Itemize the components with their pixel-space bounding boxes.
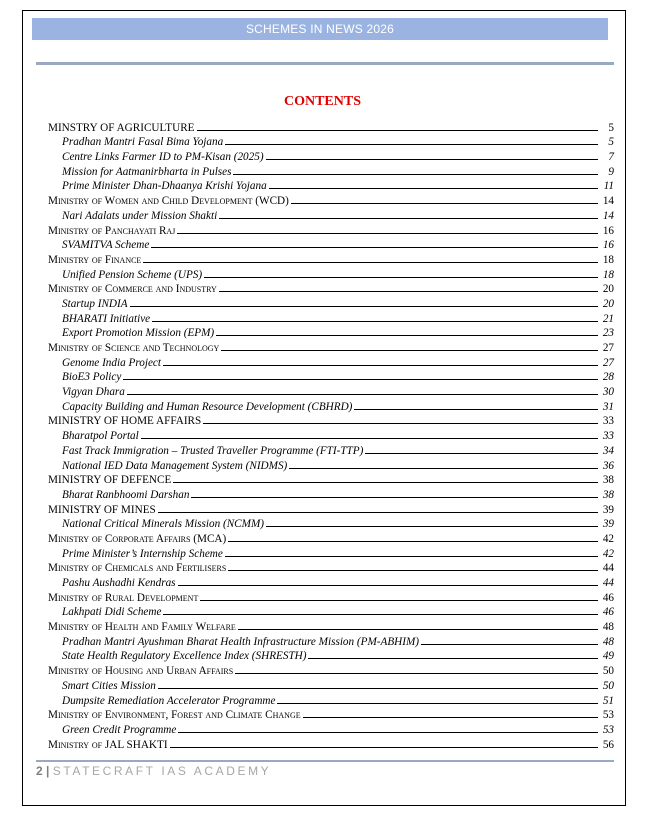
toc-entry-page: 42 <box>602 532 614 545</box>
toc-scheme-entry[interactable] <box>48 545 614 560</box>
toc-entry-label: Nari Adalats under Mission Shakti <box>62 209 218 222</box>
toc-scheme-entry[interactable] <box>48 648 614 663</box>
toc-leader-line <box>143 262 598 263</box>
toc-entry-page: 33 <box>602 415 614 428</box>
toc-entry-page: 9 <box>608 165 614 178</box>
toc-leader-line <box>170 747 598 748</box>
toc-entry-label: Vigyan Dhara <box>62 386 125 399</box>
toc-entry-page: 23 <box>602 327 614 340</box>
toc-entry-label: Ministry of Women and Child Development (WCD) <box>48 195 289 208</box>
toc-leader-line <box>266 159 598 160</box>
toc-entry-page: 48 <box>602 635 614 648</box>
toc-leader-line <box>158 512 598 513</box>
toc-entry-page: 5 <box>608 121 614 134</box>
toc-leader-line <box>354 409 598 410</box>
toc-entry-label: Ministry of Commerce and Industry <box>48 283 217 296</box>
toc-scheme-entry[interactable] <box>48 398 614 413</box>
toc-entry-label: Ministry of Corporate Affairs (MCA) <box>48 532 227 545</box>
toc-entry-page: 46 <box>602 606 614 619</box>
toc-entry-label: National Critical Minerals Mission (NCMM) <box>62 518 264 531</box>
toc-entry-label: Bharatpol Portal <box>62 430 139 443</box>
toc-entry-page: 20 <box>602 283 614 296</box>
toc-leader-line <box>219 218 598 219</box>
toc-scheme-entry[interactable] <box>48 207 614 222</box>
toc-entry-page: 38 <box>602 488 614 501</box>
toc-entry-label: Ministry of Housing and Urban Affairs <box>48 665 234 678</box>
toc-entry-page: 50 <box>602 665 614 678</box>
toc-entry-page: 34 <box>602 444 614 457</box>
toc-entry-page: 16 <box>602 239 614 252</box>
toc-scheme-entry[interactable] <box>48 178 614 193</box>
toc-entry-page: 20 <box>602 297 614 310</box>
toc-entry-label: SVAMITVA Scheme <box>62 239 150 252</box>
footer-page-number: 2 <box>36 764 43 778</box>
toc-ministry-entry[interactable] <box>48 589 614 604</box>
toc-ministry-entry[interactable] <box>48 281 614 296</box>
toc-entry-label: Pradhan Mantri Ayushman Bharat Health Infrastructure Mission (PM-ABHIM) <box>62 635 420 648</box>
toc-entry-page: 46 <box>602 591 614 604</box>
toc-leader-line <box>178 732 598 733</box>
toc-entry-page: 5 <box>608 136 614 149</box>
toc-entry-label: National IED Data Management System (NIDMS) <box>62 459 288 472</box>
toc-leader-line <box>177 233 598 234</box>
toc-entry-page: 21 <box>602 312 614 325</box>
toc-entry-page: 39 <box>602 518 614 531</box>
toc-leader-line <box>225 144 598 145</box>
toc-scheme-entry[interactable] <box>48 237 614 252</box>
toc-entry-page: 53 <box>602 709 614 722</box>
toc-entry-label: Ministry of JAL SHAKTI <box>48 738 168 751</box>
toc-scheme-entry[interactable] <box>48 310 614 325</box>
toc-leader-line <box>303 717 598 718</box>
toc-ministry-entry[interactable] <box>48 472 614 487</box>
toc-leader-line <box>225 556 598 557</box>
toc-entry-label: Ministry of Health and Family Welfare <box>48 621 236 634</box>
toc-leader-line <box>200 600 598 601</box>
toc-scheme-entry[interactable] <box>48 325 614 340</box>
toc-entry-page: 39 <box>602 503 614 516</box>
toc-entry-label: Ministry of Environment, Forest and Climate Change <box>48 709 301 722</box>
toc-scheme-entry[interactable] <box>48 486 614 501</box>
footer-rule <box>36 760 614 762</box>
toc-entry-page: 11 <box>603 180 614 193</box>
toc-entry-page: 14 <box>602 195 614 208</box>
toc-leader-line <box>203 423 598 424</box>
toc-scheme-entry[interactable] <box>48 369 614 384</box>
toc-entry-label: Ministry of Panchayati Raj <box>48 224 176 237</box>
toc-leader-line <box>308 658 598 659</box>
toc-entry-page: 50 <box>602 679 614 692</box>
header-title: SCHEMES IN NEWS 2026 <box>245 22 395 36</box>
toc-entry-page: 18 <box>602 253 614 266</box>
toc-leader-line <box>421 644 598 645</box>
toc-entry-page: 28 <box>602 371 614 384</box>
toc-entry-page: 38 <box>602 474 614 487</box>
toc-leader-line <box>191 497 598 498</box>
toc-leader-line <box>216 335 598 336</box>
toc-entry-label: Pradhan Mantri Fasal Bima Yojana <box>62 136 224 149</box>
toc-scheme-entry[interactable] <box>48 633 614 648</box>
toc-entry-label: Prime Minister Dhan-Dhaanya Krishi Yojana <box>62 180 267 193</box>
toc-scheme-entry[interactable] <box>48 516 614 531</box>
toc-scheme-entry[interactable] <box>48 383 614 398</box>
toc-entry-page: 51 <box>602 694 614 707</box>
toc-leader-line <box>163 365 598 366</box>
toc-ministry-entry[interactable] <box>48 736 614 751</box>
toc-leader-line <box>173 482 598 483</box>
toc-entry-page: 56 <box>602 738 614 751</box>
toc-entry-label: Genome India Project <box>62 356 161 369</box>
toc-leader-line <box>266 526 598 527</box>
toc-entry-label: Ministry of Chemicals and Fertilisers <box>48 562 227 575</box>
toc-entry-label: Centre Links Farmer ID to PM-Kisan (2025) <box>62 151 264 164</box>
toc-entry-label: Ministry of Science and Technology <box>48 342 220 354</box>
toc-entry-label: Prime Minister’s Internship Scheme <box>62 547 223 560</box>
toc-leader-line <box>127 394 598 395</box>
toc-entry-page: 18 <box>602 268 614 281</box>
toc-leader-line <box>228 570 598 571</box>
toc-ministry-entry[interactable] <box>48 192 614 207</box>
toc-entry-page: 27 <box>602 342 614 354</box>
toc-entry-page: 44 <box>602 577 614 589</box>
toc-entry-page: 16 <box>602 224 614 237</box>
toc-entry-label: Export Promotion Mission (EPM) <box>62 327 215 340</box>
toc-ministry-entry[interactable] <box>48 501 614 516</box>
toc-leader-line <box>269 188 598 189</box>
toc-entry-label: Ministry of Rural Development <box>48 591 199 604</box>
toc-leader-line <box>130 306 598 307</box>
toc-leader-line <box>158 688 598 689</box>
toc-entry-label: Dumpsite Remediation Accelerator Programme <box>62 694 276 707</box>
toc-entry-page: 31 <box>602 400 614 413</box>
toc-entry-label: MINISTRY OF HOME AFFAIRS <box>48 415 202 428</box>
toc-scheme-entry[interactable] <box>48 457 614 472</box>
toc-leader-line <box>235 673 598 674</box>
toc-entry-label: Pashu Aushadhi Kendras <box>62 577 176 589</box>
toc-entry-label: Smart Cities Mission <box>62 679 156 692</box>
toc-entry-label: Fast Track Immigration – Trusted Traveller Programme (FTI-TTP) <box>62 444 364 457</box>
contents-title: CONTENTS <box>283 94 362 109</box>
toc-ministry-entry[interactable] <box>48 251 614 266</box>
toc-entry-page: 53 <box>602 723 614 736</box>
toc-ministry-entry[interactable] <box>48 707 614 722</box>
toc-scheme-entry[interactable] <box>48 427 614 442</box>
toc-entry-label: MINSTRY OF AGRICULTURE <box>48 121 195 134</box>
header-band <box>32 18 608 40</box>
toc-ministry-entry[interactable] <box>48 530 614 545</box>
toc-scheme-entry[interactable] <box>48 677 614 692</box>
toc-entry-page: 27 <box>602 356 614 369</box>
toc-scheme-entry[interactable] <box>48 442 614 457</box>
toc-entry-label: Bharat Ranbhoomi Darshan <box>62 488 190 501</box>
toc-scheme-entry[interactable] <box>48 692 614 707</box>
toc-entry-label: MINISTRY OF DEFENCE <box>48 474 172 487</box>
toc-entry-page: 42 <box>602 547 614 560</box>
toc-entry-page: 48 <box>602 621 614 634</box>
toc-leader-line <box>141 438 598 439</box>
toc-scheme-entry[interactable] <box>48 574 614 589</box>
toc-leader-line <box>204 277 598 278</box>
toc-ministry-entry[interactable] <box>48 618 614 633</box>
toc-leader-line <box>228 541 598 542</box>
footer-separator: | <box>42 764 53 778</box>
header-rule <box>36 62 614 65</box>
toc-leader-line <box>163 614 598 615</box>
toc-leader-line <box>289 468 598 469</box>
toc-leader-line <box>277 703 598 704</box>
toc-leader-line <box>238 629 598 630</box>
toc-leader-line <box>197 130 599 131</box>
toc-leader-line <box>233 174 598 175</box>
toc-entry-page: 49 <box>602 650 614 663</box>
toc-scheme-entry[interactable] <box>48 354 614 369</box>
toc-ministry-entry[interactable] <box>48 222 614 237</box>
toc-leader-line <box>151 247 598 248</box>
toc-scheme-entry[interactable] <box>48 266 614 281</box>
toc-entry-label: BHARATI Initiative <box>62 312 151 325</box>
toc-entry-label: Unified Pension Scheme (UPS) <box>62 268 203 281</box>
toc-ministry-entry[interactable] <box>48 339 614 354</box>
footer <box>36 764 271 778</box>
toc-entry-page: 7 <box>608 151 614 164</box>
toc-entry-label: Mission for Aatmanirbharta in Pulses <box>62 165 232 178</box>
toc-scheme-entry[interactable] <box>48 134 614 149</box>
toc-entry-label: Lakhpati Didi Scheme <box>62 606 162 619</box>
toc-entry-label: Capacity Building and Human Resource Development (CBHRD) <box>62 400 353 413</box>
toc-scheme-entry[interactable] <box>48 721 614 736</box>
toc-leader-line <box>123 379 598 380</box>
toc-scheme-entry[interactable] <box>48 604 614 619</box>
toc-leader-line <box>152 321 598 322</box>
toc-scheme-entry[interactable] <box>48 163 614 178</box>
toc-entry-page: 33 <box>602 430 614 443</box>
toc-scheme-entry[interactable] <box>48 295 614 310</box>
toc-entry-page: 14 <box>602 209 614 222</box>
toc-entry-page: 44 <box>602 562 614 575</box>
toc-leader-line <box>221 350 598 351</box>
toc-leader-line <box>365 453 598 454</box>
toc-leader-line <box>178 585 598 586</box>
toc-scheme-entry[interactable] <box>48 148 614 163</box>
table-of-contents <box>48 119 614 751</box>
toc-entry-label: Startup INDIA <box>62 297 128 310</box>
toc-entry-label: Green Credit Programme <box>62 723 177 736</box>
toc-ministry-entry[interactable] <box>48 662 614 677</box>
toc-entry-label: Ministry of Finance <box>48 253 142 266</box>
toc-entry-page: 30 <box>602 386 614 399</box>
toc-entry-label: State Health Regulatory Excellence Index (SHRESTH) <box>62 650 307 663</box>
footer-academy-name: STATECRAFT IAS ACADEMY <box>52 764 272 778</box>
toc-ministry-entry[interactable] <box>48 413 614 428</box>
toc-ministry-entry[interactable] <box>48 119 614 134</box>
toc-leader-line <box>291 203 598 204</box>
toc-entry-label: BioE3 Policy <box>62 371 122 384</box>
toc-ministry-entry[interactable] <box>48 560 614 575</box>
toc-entry-label: MINISTRY OF MINES <box>48 503 156 516</box>
toc-entry-page: 36 <box>602 459 614 472</box>
toc-leader-line <box>219 291 598 292</box>
